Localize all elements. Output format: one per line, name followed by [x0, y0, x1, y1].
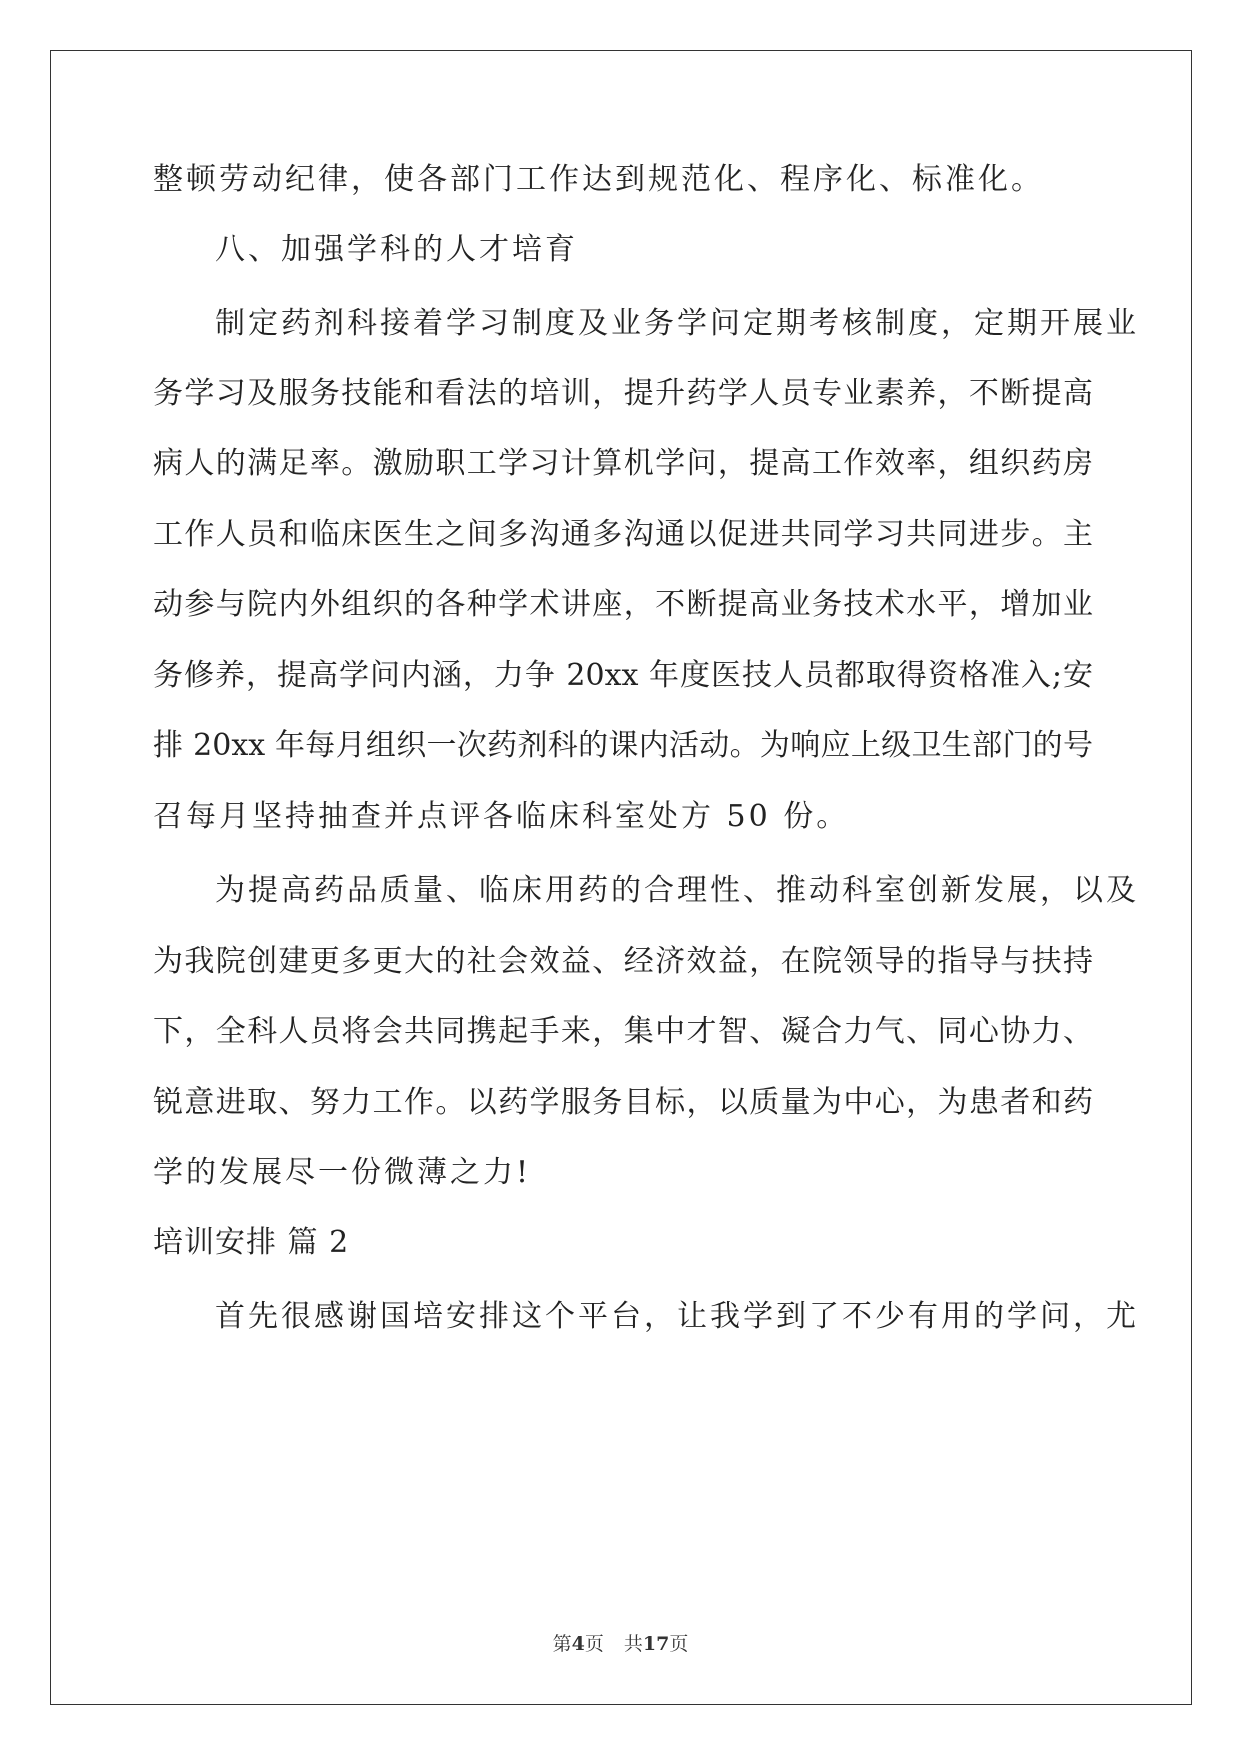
section-heading: 八、加强学科的人才培育 — [215, 232, 578, 267]
total-suffix: 页 — [669, 1633, 689, 1655]
page-footer — [0, 1632, 1241, 1656]
text-line: 锐意进取、努力工作。以药学服务目标，以质量为中心，为患者和药 — [153, 1085, 1093, 1120]
paragraph-first-line: 为提高药品质量、临床用药的合理性、推动科室创新发展，以及 — [215, 873, 1139, 908]
page-suffix: 页 — [584, 1633, 604, 1655]
page-number: 4 — [571, 1633, 585, 1655]
text-line: 病人的满足率。激励职工学习计算机学问，提高工作效率，组织药房 — [153, 446, 1093, 481]
total-prefix: 共 — [623, 1633, 643, 1655]
chapter-heading: 培训安排 篇 2 — [153, 1225, 350, 1260]
text-line: 动参与院内外组织的各种学术讲座，不断提高业务技术水平，增加业 — [153, 587, 1093, 622]
text-line: 召每月坚持抽查并点评各临床科室处方 50 份。 — [153, 799, 850, 834]
text-line: 工作人员和临床医生之间多沟通多沟通以促进共同学习共同进步。主 — [153, 517, 1093, 552]
total-pages: 17 — [642, 1633, 670, 1655]
text-line: 为我院创建更多更大的社会效益、经济效益，在院领导的指导与扶持 — [153, 944, 1093, 979]
text-line: 下，全科人员将会共同携起手来，集中才智、凝合力气、同心协力、 — [153, 1014, 1093, 1049]
paragraph-first-line: 制定药剂科接着学习制度及业务学问定期考核制度，定期开展业 — [215, 306, 1139, 341]
text-line: 排 20xx 年每月组织一次药剂科的课内活动。为响应上级卫生部门的号 — [153, 728, 1093, 763]
text-line: 务学习及服务技能和看法的培训，提升药学人员专业素养，不断提高 — [153, 376, 1093, 411]
page-prefix: 第 — [552, 1633, 572, 1655]
text-line: 务修养，提高学问内涵，力争 20xx 年度医技人员都取得资格准入;安 — [153, 658, 1093, 693]
paragraph-first-line: 首先很感谢国培安排这个平台，让我学到了不少有用的学问，尤 — [215, 1299, 1139, 1334]
text-line: 学的发展尽一份微薄之力! — [153, 1155, 532, 1190]
text-line: 整顿劳动纪律，使各部门工作达到规范化、程序化、标准化。 — [153, 162, 1044, 197]
